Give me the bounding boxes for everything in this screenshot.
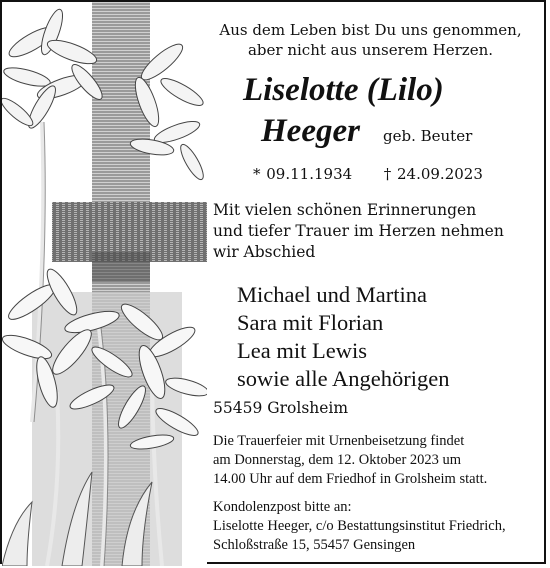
farewell-line-3: wir Abschied — [213, 243, 316, 261]
life-dates — [253, 165, 483, 183]
intro-line-2: aber nicht aus unserem Herzen. — [247, 41, 494, 59]
farewell-text — [213, 200, 504, 263]
ceremony-line-3: 14.00 Uhr auf dem Friedhof in Grolsheim statt. — [213, 471, 488, 487]
death-date: † 24.09.2023 — [383, 165, 483, 183]
condolence-line-3: Schloßstraße 15, 55457 Gensingen — [213, 537, 416, 553]
family-line-1: Michael und Martina — [237, 282, 427, 307]
family-line-3: Lea mit Lewis — [237, 338, 367, 363]
cross-and-flowers-illustration — [2, 2, 207, 566]
ceremony-info — [213, 432, 487, 489]
condolence-info — [213, 498, 506, 555]
ceremony-line-1: Die Trauerfeier mit Urnenbeisetzung findet — [213, 433, 465, 449]
deceased-last-name: Heeger — [261, 113, 360, 149]
intro-line-1: Aus dem Leben bist Du uns genommen, — [219, 21, 522, 39]
deceased-first-name: Liselotte (Lilo) — [243, 72, 444, 108]
town: 55459 Grolsheim — [213, 399, 349, 417]
notice-text-column — [207, 2, 544, 562]
ceremony-line-2: am Donnerstag, dem 12. Oktober 2023 um — [213, 452, 462, 468]
condolence-line-2: Liselotte Heeger, c/o Bestattungsinstitut Friedrich, — [213, 518, 506, 534]
farewell-line-1: Mit vielen schönen Erinnerungen — [213, 201, 477, 219]
family-line-2: Sara mit Florian — [237, 310, 384, 335]
birth-date: * 09.11.1934 — [253, 165, 353, 183]
farewell-line-2: und tiefer Trauer im Herzen nehmen — [213, 222, 504, 240]
family-line-4: sowie alle Angehörigen — [237, 366, 450, 391]
birth-name: geb. Beuter — [383, 127, 473, 145]
condolence-line-1: Kondolenzpost bitte an: — [213, 499, 352, 515]
family-list — [237, 281, 449, 393]
